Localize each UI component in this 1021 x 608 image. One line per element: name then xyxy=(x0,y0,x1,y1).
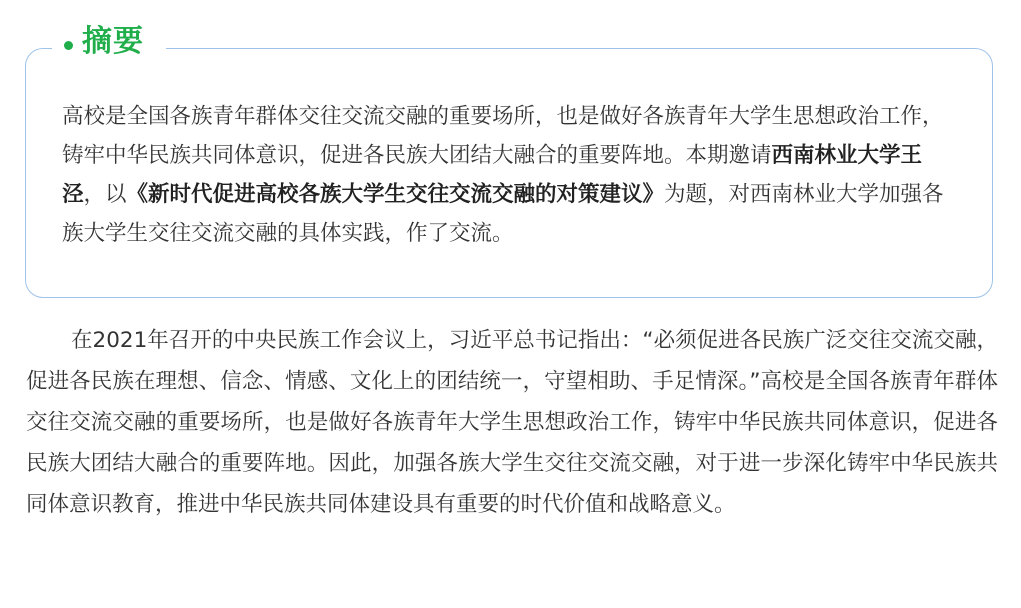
abstract-heading: 摘要 xyxy=(82,24,144,59)
abstract-text-part-2: ，以 xyxy=(83,182,127,207)
abstract-report-title: 《新时代促进高校各族大学生交往交流交融的对策建议》 xyxy=(126,182,665,207)
abstract-heading-wrap xyxy=(52,16,166,60)
abstract-author: 西南林业大学王泾 xyxy=(62,143,923,207)
bullet-dot-icon xyxy=(64,41,73,50)
abstract-text-part-3: 为题，对西南林业大学加强各族大学生交往交流交融的具体实践，作了交流。 xyxy=(62,182,944,246)
body-paragraph: 在2021年召开的中央民族工作会议上，习近平总书记指出：“必须促进各民族广泛交往交流交融，促进各民族在理想、信念、情感、文化上的团结统一，守望相助、手足情深。”高校是全国各族青年群体交往交流交融的重要场所，也是做好各族青年大学生思想政治工作，铸牢中华民族共同体意识，促进各民族大团结大融合的重要阵地。因此，加强各族大学生交往交流交融，对于进一步深化铸牢中华民族共同体意识教育，推进中华民族共同体建设具有重要的时代价值和战略意义。 xyxy=(26,328,998,517)
abstract-text-part-1: 高校是全国各族青年群体交往交流交融的重要场所，也是做好各族青年大学生思想政治工作，铸牢中华民族共同体意识，促进各民族大团结大融合的重要阵地。本期邀请 xyxy=(62,104,944,168)
abstract-text xyxy=(62,97,962,253)
